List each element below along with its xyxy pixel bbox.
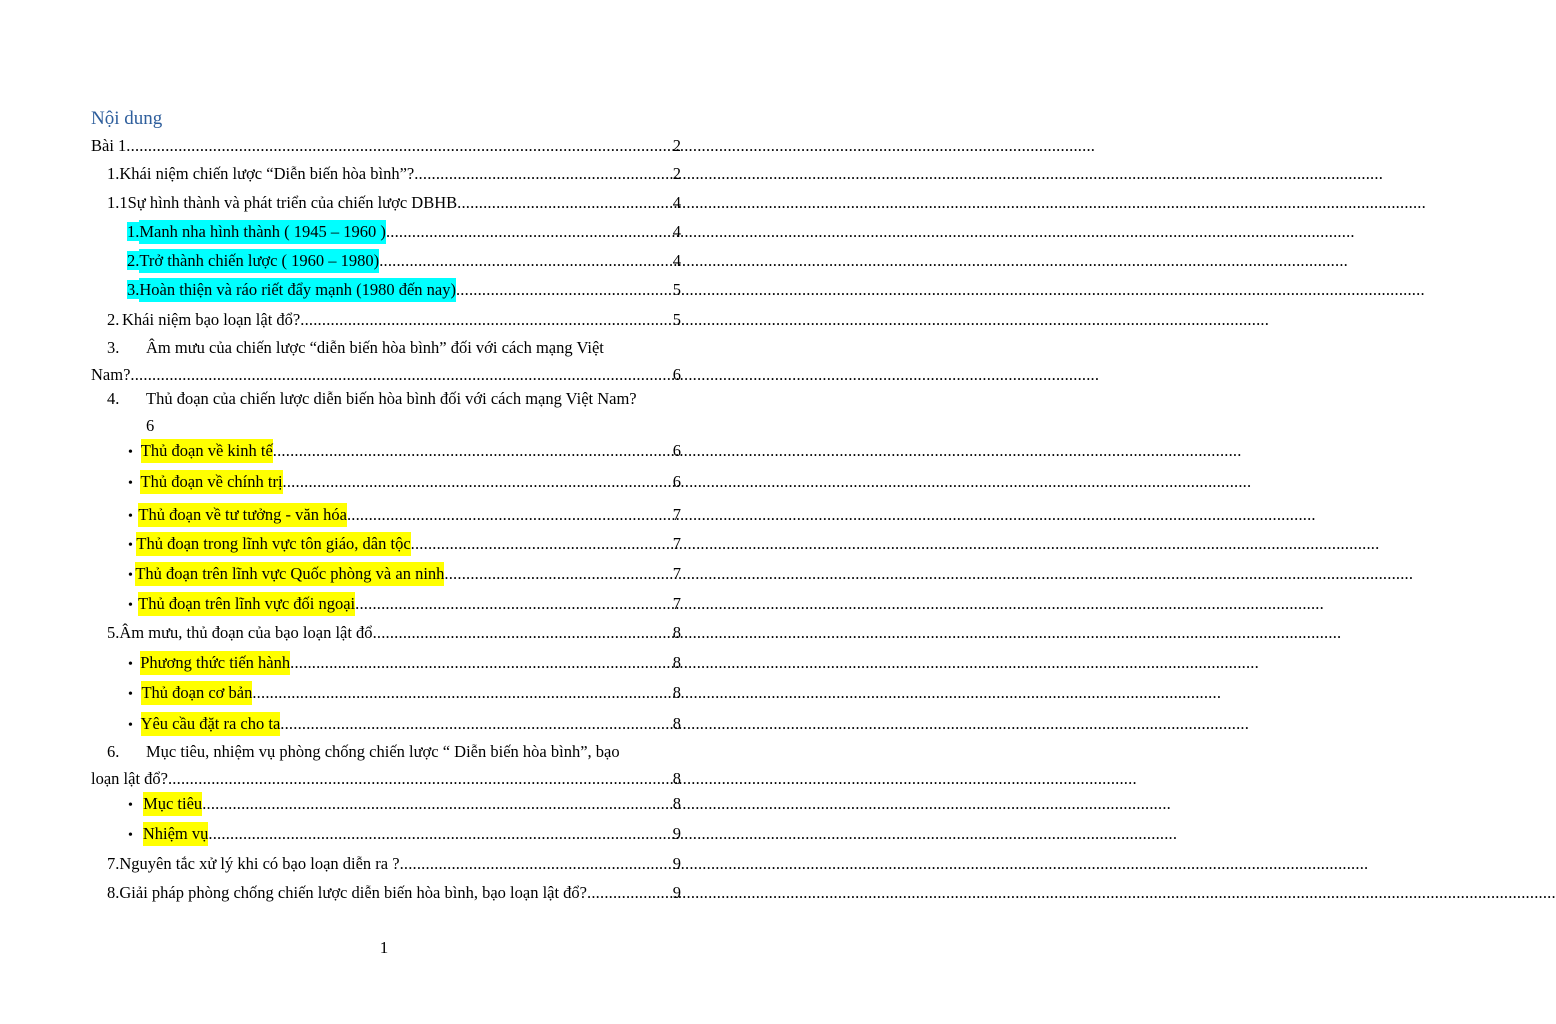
toc-entry-3[interactable] [91,334,681,388]
toc-entry-text: Thủ đoạn về kinh tế [141,439,273,463]
toc-leader-dots [414,162,673,186]
toc-entry-number: 2. [127,251,140,270]
toc-leader-dots [457,191,673,215]
toc-leader-dots [202,792,673,816]
toc-page-number: 8 [672,769,681,788]
toc-page-number: 9 [672,824,681,843]
toc-entry-number: 6. [107,742,120,761]
toc-entry-text: Sự hình thành và phát triển của chiến lược DBHB [127,193,458,212]
toc-entry-1[interactable] [91,162,681,186]
toc-page-number: 2 [672,164,681,183]
toc-entry-text: Thủ đoạn về tư tưởng - văn hóa [138,503,347,527]
toc-entry-1-1[interactable] [91,191,681,215]
toc-entry-number: 4. [107,389,120,408]
toc-entry-text: Thủ đoạn trên lĩnh vực đối ngoại [138,592,355,616]
toc-entry-text: Thủ đoạn của chiến lược diễn biến hòa bình đối với cách mạng Việt Nam? [146,389,637,408]
toc-entry-bai-1[interactable] [91,134,681,158]
toc-leader-dots [355,592,673,616]
toc-entry-bullet[interactable] [91,592,681,616]
toc-entry-bullet[interactable] [91,712,681,736]
toc-entry-text: Khái niệm chiến lược “Diễn biến hòa bình”? [119,164,415,183]
toc-entry-number: Bài 1 [91,136,127,155]
toc-leader-dots [252,681,672,705]
toc-page-number: 4 [672,193,681,212]
bullet-icon: • [128,598,133,613]
bullet-icon: • [128,509,133,524]
toc-entry-5[interactable] [91,621,681,645]
bullet-icon: • [128,568,133,583]
toc-entry-text: Âm mưu, thủ đoạn của bạo loạn lật đổ [119,623,373,642]
toc-leader-dots [386,220,673,244]
toc-entry-number: 3. [107,338,120,357]
toc-entry-bullet[interactable] [91,562,681,586]
toc-page-number: 5 [672,280,681,299]
toc-entry-text: Nguyên tắc xử lý khi có bạo loạn diễn ra ? [119,854,400,873]
toc-leader-dots [411,532,673,556]
toc-entry-text: Mục tiêu, nhiệm vụ phòng chống chiến lược “ Diễn biến hòa bình”, bạo [146,742,620,761]
toc-entry-bullet[interactable] [91,503,681,527]
toc-entry-text: Thủ đoạn trong lĩnh vực tôn giáo, dân tộc [136,532,410,556]
toc-entry-text: Thủ đoạn về chính trị [140,470,282,494]
toc-entry-text: Manh nha hình thành ( 1945 – 1960 ) [139,220,386,244]
toc-page-number: 4 [672,222,681,241]
toc-entry-bullet[interactable] [91,470,681,494]
toc-page-number: 7 [672,505,681,524]
toc-entry-bullet[interactable] [91,651,681,675]
toc-leader-dots [130,361,672,388]
toc-entry-text: Phương thức tiến hành [140,651,290,675]
toc-entry-text: Trở thành chiến lược ( 1960 – 1980) [139,249,379,273]
toc-entry-bullet[interactable] [91,439,681,463]
bullet-icon: • [128,476,133,491]
toc-page-number: 6 [672,472,681,491]
toc-entry-text: Mục tiêu [143,792,202,816]
toc-entry-bullet[interactable] [91,792,681,816]
toc-entry-text: Thủ đoạn trên lĩnh vực Quốc phòng và an ninh [135,562,444,586]
toc-page-number: 7 [672,594,681,613]
toc-leader-dots [208,822,672,846]
toc-page-number: 6 [672,365,681,384]
toc-entry-number: 2. [107,310,120,329]
toc-page-number: 7 [672,564,681,583]
toc-entry-number: 5. [107,623,120,642]
toc-entry-number: 8. [107,883,120,902]
bullet-icon: • [128,687,133,702]
toc-page-number: 8 [672,683,681,702]
toc-entry-bullet[interactable] [91,681,681,705]
toc-leader-dots [300,308,673,332]
toc-entry-number: 3. [127,280,140,299]
toc-entry-sub-2[interactable] [91,249,681,273]
page-number: 1 [379,938,389,957]
toc-entry-2[interactable] [91,308,681,332]
toc-page-number: 6 [672,441,681,460]
toc-entry-bullet[interactable] [91,822,681,846]
toc-leader-dots [444,562,672,586]
toc-leader-dots [273,439,673,463]
toc-page-number: 4 [672,251,681,270]
toc-page-number: 2 [672,136,681,155]
bullet-icon: • [128,718,133,733]
toc-entry-sub-3[interactable] [91,278,681,302]
bullet-icon: • [128,798,133,813]
toc-leader-dots [373,621,673,645]
toc-leader-dots [126,134,672,158]
toc-entry-8[interactable] [91,881,681,905]
toc-page-number: 8 [672,653,681,672]
toc-leader-dots [280,712,672,736]
toc-leader-dots [400,852,673,876]
toc-leader-dots [290,651,673,675]
toc-page-number: 9 [672,854,681,873]
toc-entry-number: 7. [107,854,120,873]
toc-leader-dots [587,881,673,905]
toc-entry-6[interactable] [91,738,681,792]
toc-leader-dots [168,765,673,792]
toc-page-number: 8 [672,794,681,813]
toc-entry-number: 1. [107,164,120,183]
toc-entry-text: Yêu cầu đặt ra cho ta [141,712,281,736]
toc-leader-dots [379,249,673,273]
toc-page-number: 6 [146,416,155,435]
bullet-icon: • [128,538,133,553]
bullet-icon: • [128,445,133,460]
toc-entry-text: Thủ đoạn cơ bản [141,681,252,705]
toc-entry-4[interactable] [91,385,681,439]
bullet-icon: • [128,828,133,843]
toc-heading: Nội dung [91,108,163,129]
toc-entry-text-continued: Nam? [91,365,131,384]
toc-page-number: 9 [672,883,681,902]
toc-entry-text: Nhiệm vụ [143,822,209,846]
toc-entry-bullet[interactable] [91,532,681,556]
bullet-icon: • [128,657,133,672]
toc-page-number: 8 [672,623,681,642]
toc-entry-number: 1. [127,222,140,241]
toc-leader-dots [456,278,673,302]
toc-entry-7[interactable] [91,852,681,876]
toc-page-number: 5 [672,310,681,329]
toc-entry-sub-1[interactable] [91,220,681,244]
toc-entry-text-continued: loạn lật đổ? [91,769,168,788]
table-of-contents [0,0,768,1024]
toc-entry-text: Khái niệm bạo loạn lật đổ? [122,310,301,329]
toc-entry-text: Âm mưu của chiến lược “diễn biến hòa bình” đối với cách mạng Việt [146,338,604,357]
toc-leader-dots [283,470,673,494]
toc-entry-text: Hoàn thiện và ráo riết đẩy mạnh (1980 đến nay) [139,278,456,302]
toc-entry-text: Giải pháp phòng chống chiến lược diễn biến hòa bình, bạo loạn lật đổ? [119,883,588,902]
toc-leader-dots [347,503,673,527]
toc-page-number: 8 [672,714,681,733]
toc-entry-number: 1.1 [107,193,128,212]
toc-page-number: 7 [672,534,681,553]
